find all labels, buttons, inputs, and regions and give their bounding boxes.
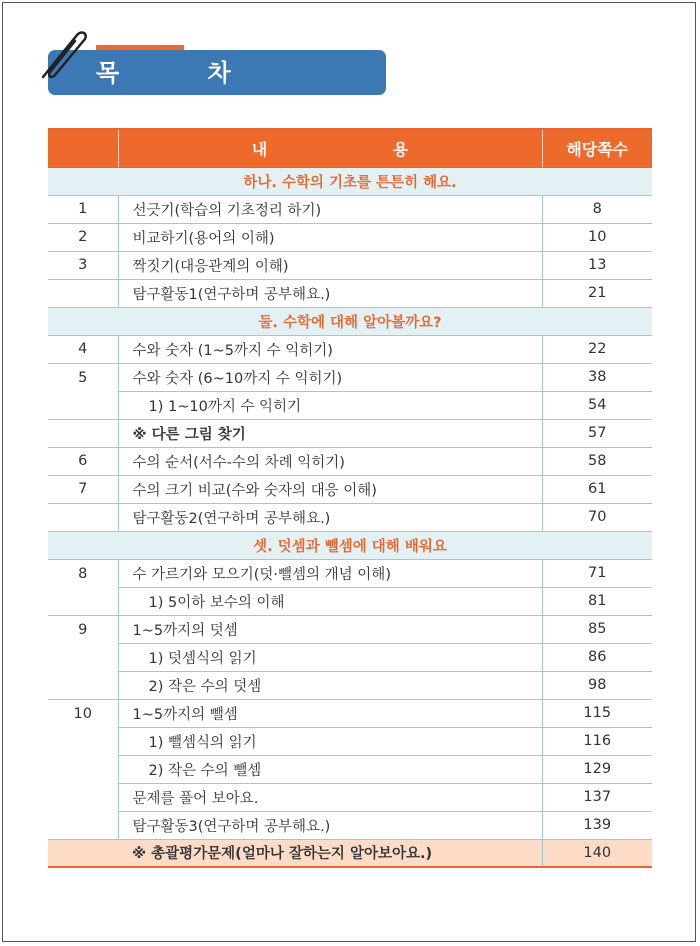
row-content: ※ 총괄평가문제(얼마나 잘하는지 알아보아요.) bbox=[118, 839, 542, 867]
section-title: 하나. 수학의 기초를 튼튼히 해요. bbox=[48, 167, 652, 195]
row-number: 6 bbox=[48, 447, 118, 475]
row-page-number: 98 bbox=[542, 671, 652, 699]
toc-body bbox=[48, 167, 652, 867]
table-row bbox=[48, 391, 652, 419]
table-row bbox=[48, 755, 652, 783]
table-row bbox=[48, 279, 652, 307]
row-page-number: 71 bbox=[542, 559, 652, 587]
row-page-number: 61 bbox=[542, 475, 652, 503]
header-content: 내 용 bbox=[118, 129, 542, 167]
row-content: 비교하기(용어의 이해) bbox=[118, 223, 542, 251]
row-number: 7 bbox=[48, 475, 118, 503]
table-row bbox=[48, 643, 652, 671]
row-content: 선긋기(학습의 기초정리 하기) bbox=[118, 195, 542, 223]
section-title: 둘. 수학에 대해 알아볼까요? bbox=[48, 307, 652, 335]
row-content: 수와 숫자 (6~10까지 수 익히기) bbox=[118, 363, 542, 391]
table-row bbox=[48, 559, 652, 587]
table-row bbox=[48, 587, 652, 615]
section-row bbox=[48, 531, 652, 559]
row-content: 수의 크기 비교(수와 숫자의 대응 이해) bbox=[118, 475, 542, 503]
row-number: 8 bbox=[48, 559, 118, 615]
row-content: 탐구활동3(연구하며 공부해요.) bbox=[118, 811, 542, 839]
row-content: 수 가르기와 모으기(덧·뺄셈의 개념 이해) bbox=[118, 559, 542, 587]
table-row bbox=[48, 447, 652, 475]
final-row bbox=[48, 839, 652, 867]
table-row bbox=[48, 699, 652, 727]
row-content: 문제를 풀어 보아요. bbox=[118, 783, 542, 811]
row-content: 2) 작은 수의 덧셈 bbox=[118, 671, 542, 699]
row-page-number: 85 bbox=[542, 615, 652, 643]
row-number bbox=[48, 839, 118, 867]
row-page-number: 22 bbox=[542, 335, 652, 363]
table-row bbox=[48, 223, 652, 251]
row-content: ※ 다른 그림 찾기 bbox=[118, 419, 542, 447]
row-number bbox=[48, 419, 118, 447]
table-row bbox=[48, 363, 652, 391]
table-row bbox=[48, 783, 652, 811]
row-content: 탐구활동2(연구하며 공부해요.) bbox=[118, 503, 542, 531]
table-row bbox=[48, 475, 652, 503]
row-content: 1~5까지의 뺄셈 bbox=[118, 699, 542, 727]
row-page-number: 10 bbox=[542, 223, 652, 251]
table-row bbox=[48, 811, 652, 839]
section-row bbox=[48, 307, 652, 335]
row-page-number: 21 bbox=[542, 279, 652, 307]
table-row bbox=[48, 671, 652, 699]
row-page-number: 139 bbox=[542, 811, 652, 839]
row-page-number: 57 bbox=[542, 419, 652, 447]
table-row bbox=[48, 727, 652, 755]
row-content: 수의 순서(서수-수의 차례 익히기) bbox=[118, 447, 542, 475]
row-page-number: 54 bbox=[542, 391, 652, 419]
row-page-number: 129 bbox=[542, 755, 652, 783]
toc-header-row bbox=[48, 129, 652, 167]
row-number: 2 bbox=[48, 223, 118, 251]
row-content: 1) 1~10까지 수 익히기 bbox=[118, 391, 542, 419]
row-page-number: 58 bbox=[542, 447, 652, 475]
row-page-number: 13 bbox=[542, 251, 652, 279]
header-num-cell bbox=[48, 129, 118, 167]
row-page-number: 8 bbox=[542, 195, 652, 223]
row-page-number: 140 bbox=[542, 839, 652, 867]
row-number: 3 bbox=[48, 251, 118, 279]
table-row bbox=[48, 195, 652, 223]
table-row bbox=[48, 335, 652, 363]
table-row bbox=[48, 251, 652, 279]
table-row bbox=[48, 615, 652, 643]
row-page-number: 116 bbox=[542, 727, 652, 755]
row-number: 9 bbox=[48, 615, 118, 699]
row-content: 탐구활동1(연구하며 공부해요.) bbox=[118, 279, 542, 307]
row-number: 4 bbox=[48, 335, 118, 363]
row-number bbox=[48, 279, 118, 307]
table-row bbox=[48, 503, 652, 531]
row-page-number: 115 bbox=[542, 699, 652, 727]
row-number bbox=[48, 503, 118, 531]
page-title: 목 차 bbox=[96, 59, 271, 87]
row-content: 2) 작은 수의 뺄셈 bbox=[118, 755, 542, 783]
section-row bbox=[48, 167, 652, 195]
row-content: 1~5까지의 덧셈 bbox=[118, 615, 542, 643]
row-page-number: 86 bbox=[542, 643, 652, 671]
header-page: 해당쪽수 bbox=[542, 129, 652, 167]
row-page-number: 137 bbox=[542, 783, 652, 811]
table-row bbox=[48, 419, 652, 447]
row-number: 10 bbox=[48, 699, 118, 839]
row-page-number: 81 bbox=[542, 587, 652, 615]
section-title: 셋. 덧셈과 뺄셈에 대해 배워요 bbox=[48, 531, 652, 559]
row-number: 1 bbox=[48, 195, 118, 223]
row-content: 수와 숫자 (1~5까지 수 익히기) bbox=[118, 335, 542, 363]
row-page-number: 70 bbox=[542, 503, 652, 531]
row-content: 1) 뺄셈식의 읽기 bbox=[118, 727, 542, 755]
row-content: 짝짓기(대응관계의 이해) bbox=[118, 251, 542, 279]
row-number: 5 bbox=[48, 363, 118, 419]
row-content: 1) 덧셈식의 읽기 bbox=[118, 643, 542, 671]
toc-table bbox=[48, 128, 652, 868]
row-page-number: 38 bbox=[542, 363, 652, 391]
row-content: 1) 5이하 보수의 이해 bbox=[118, 587, 542, 615]
paperclip-icon bbox=[33, 27, 93, 83]
